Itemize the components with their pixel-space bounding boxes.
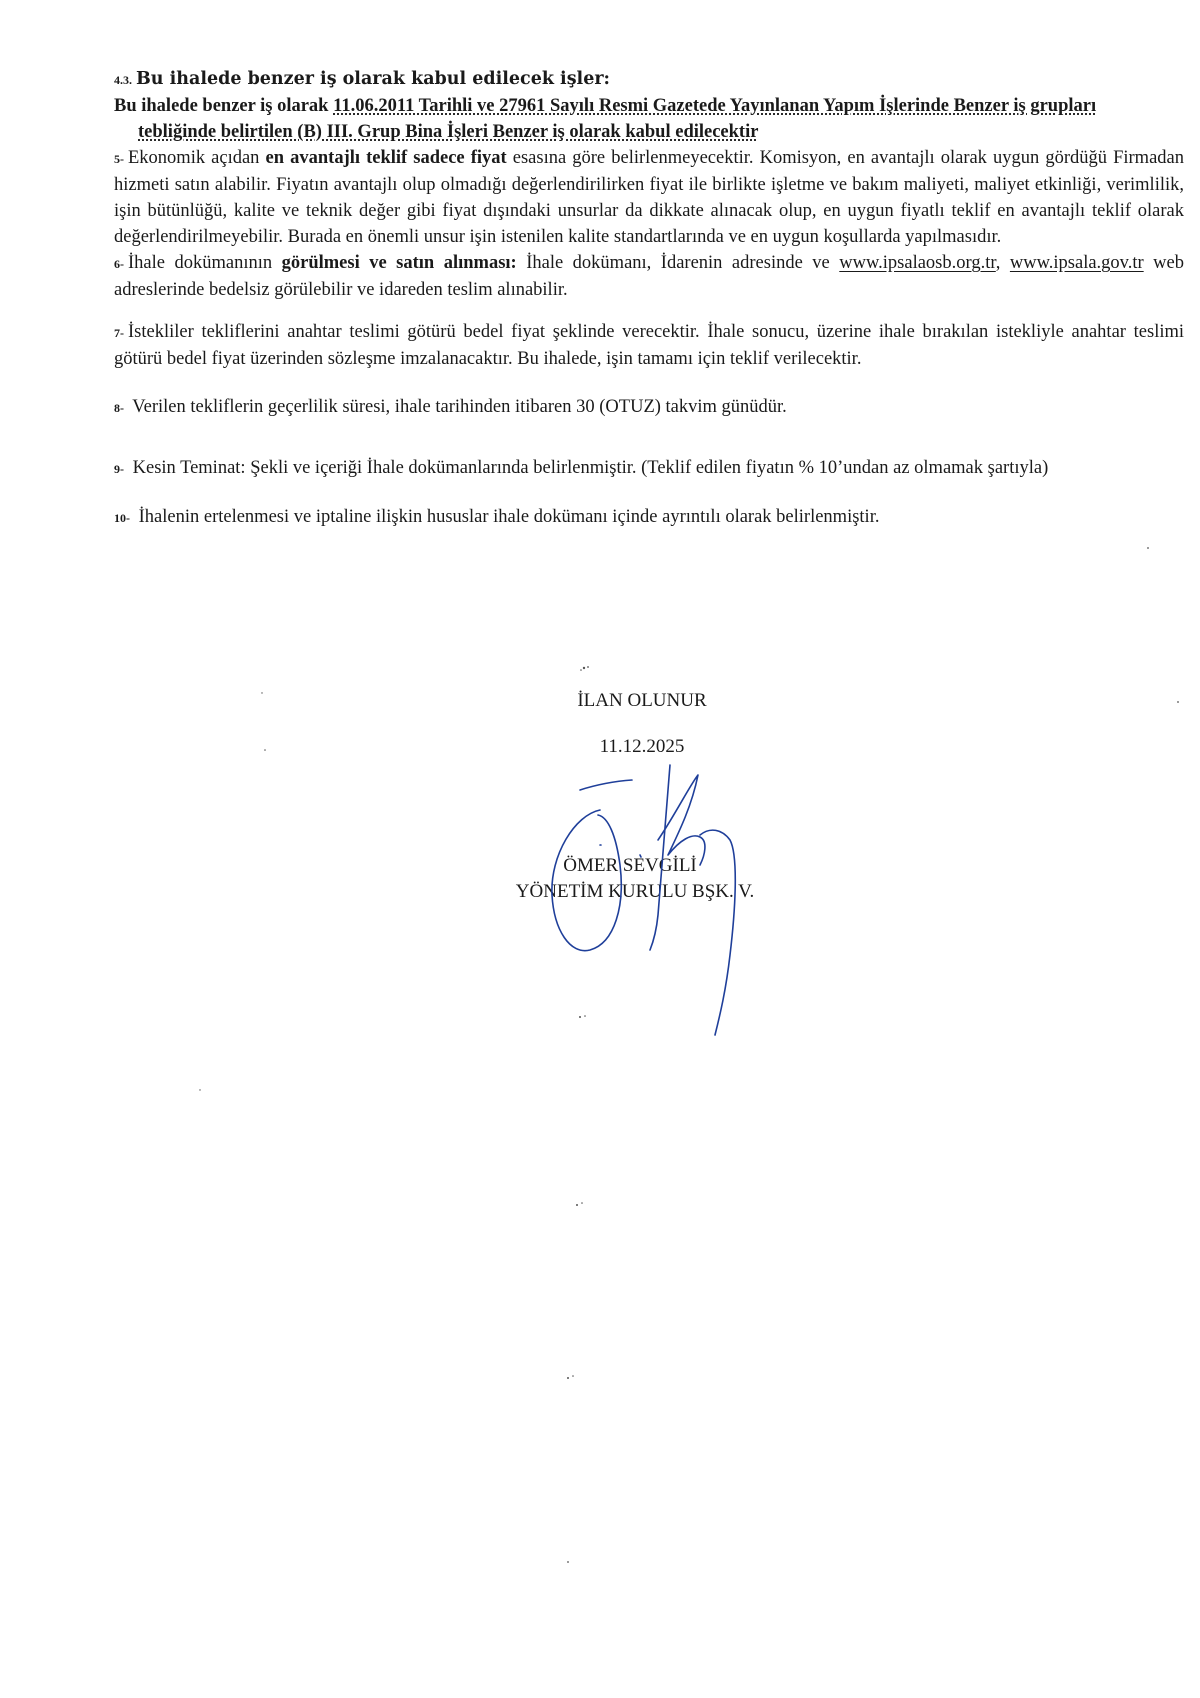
handwritten-signature	[540, 745, 780, 1045]
section-10	[114, 504, 1184, 531]
section-8	[114, 394, 1184, 421]
section-text: İhale dokümanı, İdarenin adresinde ve	[516, 253, 840, 273]
section-bold-text: görülmesi ve satın alınması:	[281, 253, 517, 273]
document-body	[114, 66, 1184, 531]
signatory-name: ÖMER SEVGİLİ	[563, 855, 697, 876]
similar-work-reference: 11.06.2011 Tarihli ve 27961 Sayılı Resmi Gazetede Yayınlanan Yapım İşlerinde Benzer iş grupları	[333, 96, 1097, 116]
announcement-date: 11.12.2025	[599, 736, 685, 757]
section-number: 9-	[114, 462, 124, 476]
section-number: 8-	[114, 401, 124, 415]
section-number: 4.3.	[114, 73, 132, 87]
link-separator: ,	[995, 253, 1010, 273]
section-text: İstekliler tekliflerini anahtar teslimi götürü bedel fiyat şeklinde verecektir. İhale sonucu, üzerine ihale bırakılan istekliyle anahtar teslimi götürü bedel fiyat üzerinden sözleşme imzalanacaktır. Bu ihalede, işin tamamı için teklif verilecektir.	[114, 322, 1184, 369]
section-text: esasına göre belirlenmeyecektir. Komisyon, en avantajlı olarak uygun gördüğü Firmadan hizmeti satın alabilir. Fiyatın avantajlı olup olmadığı değerlendirilirken fiyat ile birlikte işletme ve bakım maliyeti, maliyet etkinliği, verimlilik, işin bütünlüğü, kalite ve teknik değer gibi fiyat dışındaki unsurlar da dikkate alınacak olup, en uygun fiyatlı teklif en avantajlı teklif olarak değerlendirilmeyebilir. Burada en önemli unsur işin istenilen kalite standartlarında ve en uygun koşullarda yapılmasıdır.	[114, 148, 1184, 247]
osb-website-link[interactable]: www.ipsalaosb.org.tr	[839, 253, 996, 273]
section-text: Verilen tekliflerin geçerlilik süresi, ihale tarihinden itibaren 30 (OTUZ) takvim günüdür.	[132, 397, 787, 417]
section-number: 7-	[114, 326, 124, 340]
section-7	[114, 319, 1184, 372]
announcement-line: İLAN OLUNUR	[577, 690, 707, 711]
section-text: Ekonomik açıdan	[128, 148, 266, 168]
section-number: 10-	[114, 511, 130, 525]
similar-work-reference-cont: tebliğinde belirtilen (B) III. Grup Bina İşleri Benzer iş olarak kabul edilecektir	[138, 122, 759, 142]
signatory-title: YÖNETİM KURULU BŞK. V.	[515, 881, 755, 902]
section-4-3	[114, 66, 1184, 93]
section-5	[114, 145, 1184, 250]
section-text: Kesin Teminat: Şekli ve içeriği İhale dokümanlarında belirlenmiştir. (Teklif edilen fiyatın % 10’undan az olmamak şartıyla)	[132, 458, 1049, 478]
similar-work-prefix: Bu ihalede benzer iş olarak	[114, 96, 334, 116]
section-text: web adreslerinde bedelsiz görülebilir ve idareden teslim alınabilir.	[114, 253, 1184, 300]
section-number: 5-	[114, 152, 124, 166]
section-4-3-body	[114, 93, 1184, 145]
section-text: İhale dokümanının	[128, 253, 282, 273]
municipality-website-link[interactable]: www.ipsala.gov.tr	[1009, 253, 1144, 273]
section-number: 6-	[114, 257, 124, 271]
section-9	[114, 455, 1184, 482]
section-bold-text: en avantajlı teklif sadece fiyat	[265, 148, 507, 168]
section-6	[114, 250, 1184, 303]
section-heading: Bu ihalede benzer iş olarak kabul edilecek işler:	[136, 69, 611, 89]
section-text: İhalenin ertelenmesi ve iptaline ilişkin hususlar ihale dokümanı içinde ayrıntılı olarak belirlenmiştir.	[138, 507, 880, 527]
